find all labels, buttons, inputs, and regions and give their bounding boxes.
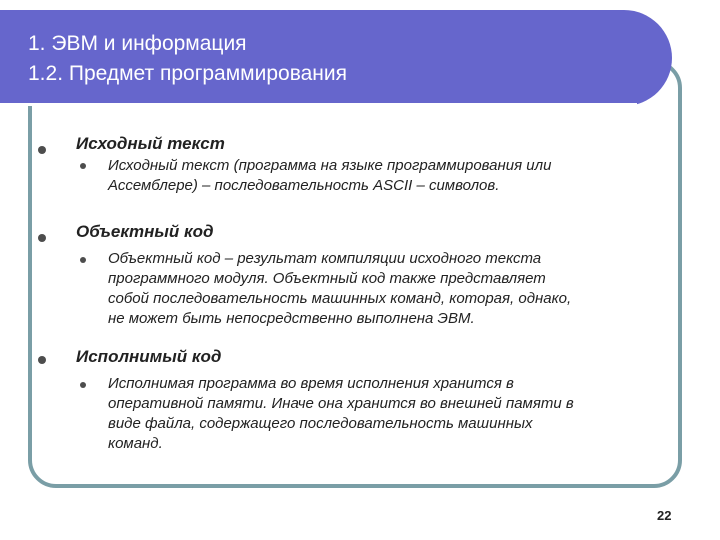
section-text: Объектный код – результат компиляции исходного текста программного модуля. Объектный код также представляет собой последовательность машинных команд, которая, однако, не может быть непосредственно выполнена ЭВМ. <box>108 250 572 327</box>
sub-bullet-icon <box>80 257 86 263</box>
section-heading: Исходный текст <box>76 134 225 153</box>
title-line-2: 1.2. Предмет программирования <box>28 62 347 85</box>
page-number: 22 <box>657 508 672 523</box>
title-line-1: 1. ЭВМ и информация <box>28 32 247 55</box>
sub-bullet-icon <box>80 382 86 388</box>
bullet-icon <box>38 234 46 242</box>
section-heading: Объектный код <box>76 222 214 241</box>
section-text: Исходный текст (программа на языке программирования или Ассемблере) – последовательность ASCII – символов. <box>108 157 552 194</box>
bullet-icon <box>38 146 46 154</box>
section-text: Исполнимая программа во время исполнения хранится в оперативной памяти. Иначе она хранится во внешней памяти в виде файла, содержащего последовательность машинных команд. <box>108 375 574 452</box>
bullet-icon <box>38 356 46 364</box>
header-divider <box>0 103 637 106</box>
slide-header <box>0 10 672 106</box>
sub-bullet-icon <box>80 163 86 169</box>
section-heading: Исполнимый код <box>76 347 222 366</box>
